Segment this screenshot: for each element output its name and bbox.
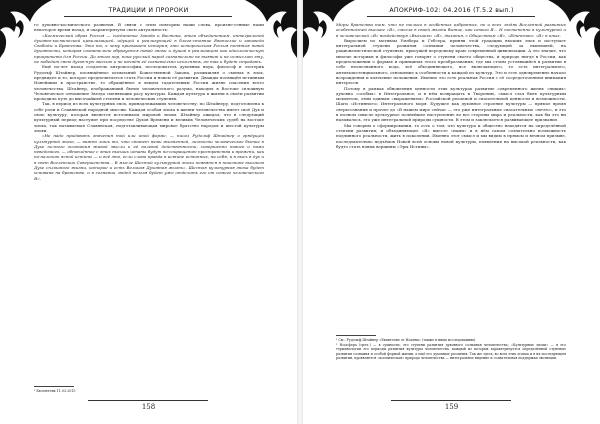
folio-rule-right	[391, 400, 511, 401]
body-text-left	[34, 22, 264, 181]
paragraph: Мы говорим о сформировании, то есть о том, что культура и общество находятся на определённой степени развития; и объединяющее «Я» вместе «нами» и в нём самом сознательно возможность подлинного реальности, жить в поколении. Именно этот смысл и мы видим в прямом и вечном призыве, последовательно подъёмов Новой всей основы новой культуры, появления на высокой реальности, как будто стать новых вершины «Эры Истины».	[336, 122, 566, 149]
running-header-right: АПОКРИФ-102: 04.2016 (Т.5.2 вып.)	[389, 7, 514, 14]
body-text-right	[336, 22, 566, 149]
paragraph-quote: «Не надо придавать значения той или иной форме, — писал Рудольф Штайнер о грядущей культурной эпохе, — важно лишь то, что станет нами жизненной, личности человеческое бытие в Духе полного осознания живой мысли и её волевой действенности, совершенно нового и нами неведомого. — обновлённое с этих высших штаны будут по-сокращению пространства и времени, как по-наличию ясной истины — и всё это, если слово правда в истине истинных, на себя, и в высь в дух и в свет Вселенских Совершенства... В мысле Шестой культурной эпохи появятся в поистине высоком Духе сплошного жизни, которое и есть Великая Духовная жизнь». Шестая культурная эпоха будет основана на братстве, и в сознании людей нельзя будет уже отделить его от самого человеческого Я».	[34, 133, 264, 181]
paragraph: Выросшем по мотивам Уилбера и Гебсера, приняв этой градации высших эпох и поступает интегральной ступени развития сознания человечества, следующей за нынешней, на рационалистической ступенью, присущей передовому краю современной цивилизации. А это значит, что многие историки и философы уже говорят о ступени своего общества, и природе нигде в России, как предположении о формах и принципах этого преобразования, где мы стоим устоявшийся в развитии в себе неопознанного кода, всё объединяющего, все включающего, то есть интегрального, антиэкзистенциального, отношение к особенности к каждой из культур. Это и есть одновременно начало возрождения и ключевые положения. Именно это есть реальная Россия с её сосредоточением внимания интересов.	[336, 37, 566, 86]
paragraph: Миры братства тем, что не только в особенных избранных, но и всех людях Вселенной развитых особенностей высшее «Я», смогла в своей жизни бытие, как самого Я... И постепенно в культурной и в человеческой «Я» воздействуя «Высшим» «Я», дыхания, с Обществом «Я», «Единство» «Я» в иных.	[336, 22, 566, 38]
paragraph: Так, в период из всех культурных эпох, принадлежавших человечеству, по Штайнеру, подготовлена к себе роли и Славянской народной миссии. Каждая особая эпоха в жизни человечества имеет своё Дух и свою культуру, которая является источником мировой эпохи. Штайнер ожидал, что в следующий культурный период наступит при посредстве Духов Времени и великих Человеческих судеб на востоке эпоха, так называемая Славянская, подготавливающая мировое братство народов и шестой культуры эпохи.	[34, 101, 264, 133]
paragraph: Потому в рамках обновления ценности этих культурах развитие современного жизнь «нищих» духовно «особых» в Интегральное, и в нём возвращать к Творению, смысл стал быть культурным моментом, этим единым «выражением» Российской реальной и спасительной ценности и возможности. Шаги «Истинного» Интегрального моря. Будущее как духовное строение культуры — прямое время сверхсознания и прочее до «В нашем мире сейчас — это уже интегральные спасательные «нечто», и это в полном смысле культурное полнейшее наступление во все стороны мира и реальности, как бы это ни называлось, это уже интегральной природы сущности. В этом и заключается развивающее призвание.	[336, 85, 566, 123]
left-page	[0, 0, 297, 424]
page-number-right: 159	[444, 403, 459, 411]
folio-rule-left	[88, 400, 208, 401]
running-header-left: ТРАДИЦИИ И ПРОРОКИ	[108, 7, 189, 14]
footnote-right: ¹ См.: Рудольф Штайнер «Евангелие от Иоанна» (также в иных исследованиях).	[336, 338, 477, 342]
paragraph-quote: «Космический образ Россия — соединение Запада и Востока, этим объединением, интегральной духовно-космической цивилизацией, идущей и реализующей в благо-стояние Евангелие и заповеди Свободы и Братства. Это то, к чему призывает история; это историческая Россия понятия новой духовности, которая сознательно образуется новой эпохи и душой в реализацию как идеологическую приоритета для России. До этого пор, пока русский народ сознательно не выявит и не осмыслит эту, не победит свою духов-ную миссию и не начнёт её сознательно исполнять, он так и будет страдать.	[34, 32, 264, 65]
footnote-rule-left	[34, 386, 74, 387]
paragraph: го духовно-космического развития. В связи с этим повторим наши слова, произне-сенные нами некоторое время назад, и охарактеризуем свою актуальность:	[34, 22, 264, 33]
footnote-right: ² Ноосфера (греч.) — в сущности, это ступени развития духовного сознания человечества; «Культурные эпохи» — в его терминологии это периоды развития культуры человечества, каждый из которых характеризуется определённой ступенью развития сознания и особой формой жизни, а ещё его духовные различия. Так же здесь, во всех этих этапах и в их последующем развитии, проявляется «космическая» природа человечества — интегральное видение и сознательная поддержка эволюции.	[336, 343, 566, 360]
paragraph: Ещё по-лет назад создатель антропософии, последователь духовных наук, философ и эзотерик Рудольф Штайнер, посвящённое испытаний Божественной Закона, размышляя о сменах в эпох, предвидел и то, которое предпочитается стать России и новом её развитии. Дважды посвящён истинным Новейшим в пространстве, то обращённое в вещем гадательным России жизнь спасения всего человечества. Штайнер, изображавший бытие человеческого разума, находил в Востоке сплошную Человеческое отношение Звезда сменяющих расу культуры. Каждая культура в жизни в своём развитии проходила путь до высочайшей степени и человеческих ступенях.	[34, 64, 264, 102]
header-rule-right	[367, 16, 535, 17]
right-page	[303, 0, 600, 424]
page-number-left: 158	[141, 403, 156, 411]
footnote-left: ¹ Бюллетень 11.03.2015	[34, 389, 76, 393]
header-rule-left	[64, 16, 232, 17]
footnote-rule-right	[336, 335, 376, 336]
